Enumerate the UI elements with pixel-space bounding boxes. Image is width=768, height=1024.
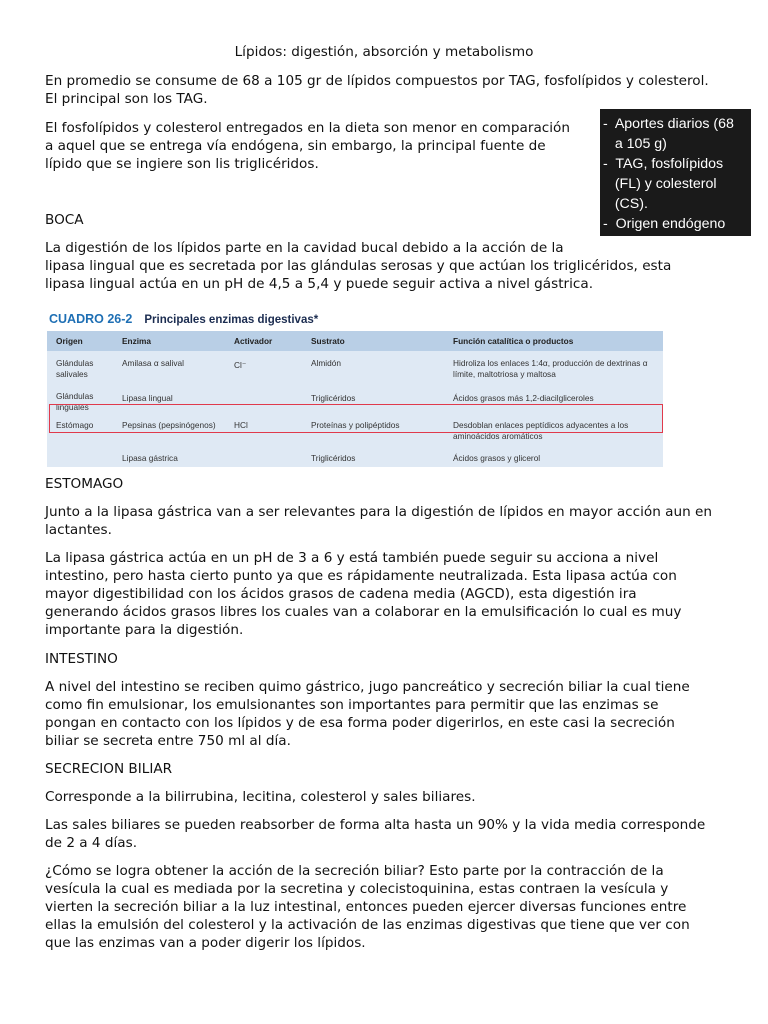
enzyme-table-figure	[45, 307, 665, 468]
column-header: Función catalítica o productos	[453, 336, 574, 346]
highlight-box	[49, 404, 663, 433]
paragraph-gastric-lipase-line: mayor digestibilidad con los ácidos grasos de cadena media (AGCD), esta digestión ira	[45, 586, 637, 602]
table-header-row	[47, 331, 663, 351]
paragraph-boca-line: lipasa lingual actúa en un pH de 4,5 a 5,4 y puede seguir activa a nivel gástrica.	[45, 276, 594, 292]
table-cell: Proteínas y polipéptidos	[311, 420, 400, 430]
note-line: a 105 g)	[603, 136, 667, 152]
heading-intestino: INTESTINO	[45, 651, 118, 667]
table-cell: Glándulas linguales	[56, 391, 94, 412]
table-number: CUADRO 26-2	[49, 312, 133, 326]
paragraph-estomago-line: lactantes.	[45, 522, 112, 538]
paragraph-bile-action-line: que las enzimas van a poder digerir los lípidos.	[45, 935, 366, 951]
paragraph-gastric-lipase-line: generando ácidos grasos libres los cuales van a colaborar en la emulsificación lo cual es muy	[45, 604, 682, 620]
heading-estomago: ESTOMAGO	[45, 476, 124, 492]
page-title: Lípidos: digestión, absorción y metabolismo	[234, 44, 534, 60]
paragraph-gastric-lipase-line: importante para la digestión.	[45, 622, 244, 638]
paragraph-intestino-line: A nivel del intestino se reciben quimo gástrico, jugo pancreático y secreción biliar la cual tiene	[45, 679, 690, 695]
paragraph-bile-salts-line: Las sales biliares se pueden reabsorber de forma alta hasta un 90% y la vida media corresponde	[45, 817, 706, 833]
table-cell: Cl⁻	[234, 360, 247, 370]
paragraph-bile-action-line: ¿Cómo se logra obtener la acción de la secreción biliar? Esto parte por la contracción de la	[45, 863, 664, 879]
heading-secrecion-biliar: SECRECION BILIAR	[45, 761, 173, 777]
table-cell: Hidroliza los enlaces 1:4α, producción de dextrinas α límite, maltotriosa y maltosa	[453, 358, 648, 379]
table-cell: HCl	[234, 420, 248, 430]
paragraph-intake-line: En promedio se consume de 68 a 105 gr de lípidos compuestos por TAG, fosfolípidos y colesterol.	[45, 73, 709, 89]
column-header: Sustrato	[311, 336, 345, 346]
table-cell: Lipasa gástrica	[122, 453, 178, 463]
table-cell: Desdoblan enlaces peptídicos adyacentes a los aminoácidos aromáticos	[453, 420, 629, 441]
table-caption	[49, 311, 318, 330]
column-header: Enzima	[122, 336, 152, 346]
paragraph-intestino-line: como fin emulsionar, los emulsionantes son importantes para permitir que las enzimas se	[45, 697, 659, 713]
note-line: (FL) y colesterol	[603, 176, 717, 192]
note-line: - Origen endógeno	[603, 216, 726, 232]
table-cell: Glándulas salivales	[56, 358, 94, 379]
paragraph-intake-line: El principal son los TAG.	[45, 91, 208, 107]
paragraph-boca-line: lipasa lingual que es secretada por las glándulas serosas y que actúan los triglicéridos, esta	[45, 258, 672, 274]
table-cell: Triglicéridos	[311, 453, 356, 463]
note-box	[600, 109, 751, 236]
table-cell: Triglicéridos	[311, 393, 356, 403]
note-line: (CS).	[603, 196, 648, 212]
note-line: - Aportes diarios (68	[603, 116, 734, 132]
paragraph-intestino-line: pongan en contacto con los lípidos y de esa forma poder digerirlos, en este casi la secreción	[45, 715, 675, 731]
paragraph-endogenous-line: lípido que se ingiere son lis triglicéridos.	[45, 156, 319, 172]
table-cell: Ácidos grasos más 1,2-diacilgliceroles	[453, 393, 594, 403]
paragraph-estomago-line: Junto a la lipasa gástrica van a ser relevantes para la digestión de lípidos en mayor acción aun en	[45, 504, 712, 520]
paragraph-endogenous-line: a aquel que se entrega vía endógena, sin embargo, la principal fuente de	[45, 138, 546, 154]
table-cell: Pepsinas (pepsinógenos)	[122, 420, 216, 430]
paragraph-intestino-line: biliar se secreta entre 750 ml al día.	[45, 733, 291, 749]
column-header: Origen	[56, 336, 83, 346]
paragraph-bile-action-line: vierten la secreción biliar a la luz intestinal, entonces pueden ejercer diversas funciones entre	[45, 899, 687, 915]
column-header: Activador	[234, 336, 273, 346]
paragraph-bile-action-line: ellas la emulsión del colesterol y la activación de las enzimas digestivas que tiene que ver con	[45, 917, 690, 933]
enzyme-table	[47, 331, 663, 467]
paragraph-bile-salts-line: de 2 a 4 días.	[45, 835, 138, 851]
table-cell: Ácidos grasos y glicerol	[453, 453, 541, 463]
paragraph-bile-composition: Corresponde a la bilirrubina, lecitina, colesterol y sales biliares.	[45, 789, 476, 805]
table-cell: Almidón	[311, 358, 341, 368]
table-cell: Estómago	[56, 420, 94, 430]
heading-boca: BOCA	[45, 212, 84, 228]
table-cell: Amilasa α salival	[122, 358, 184, 368]
paragraph-bile-action-line: vesícula la cual es mediada por la secretina y colecistoquinina, estas contraen la vesícula y	[45, 881, 669, 897]
table-title: Principales enzimas digestivas*	[144, 314, 319, 326]
paragraph-gastric-lipase-line: La lipasa gástrica actúa en un pH de 3 a 6 y está también puede seguir su acciona a nivel	[45, 550, 659, 566]
note-line: - TAG, fosfolípidos	[603, 156, 724, 172]
table-cell: Lipasa lingual	[122, 393, 173, 403]
paragraph-gastric-lipase-line: intestino, pero hasta cierto punto ya que es rápidamente neutralizada. Esta lipasa actúa con	[45, 568, 677, 584]
paragraph-boca-line: La digestión de los lípidos parte en la cavidad bucal debido a la acción de la	[45, 240, 564, 256]
paragraph-endogenous-line: El fosfolípidos y colesterol entregados en la dieta son menor en comparación	[45, 120, 570, 136]
